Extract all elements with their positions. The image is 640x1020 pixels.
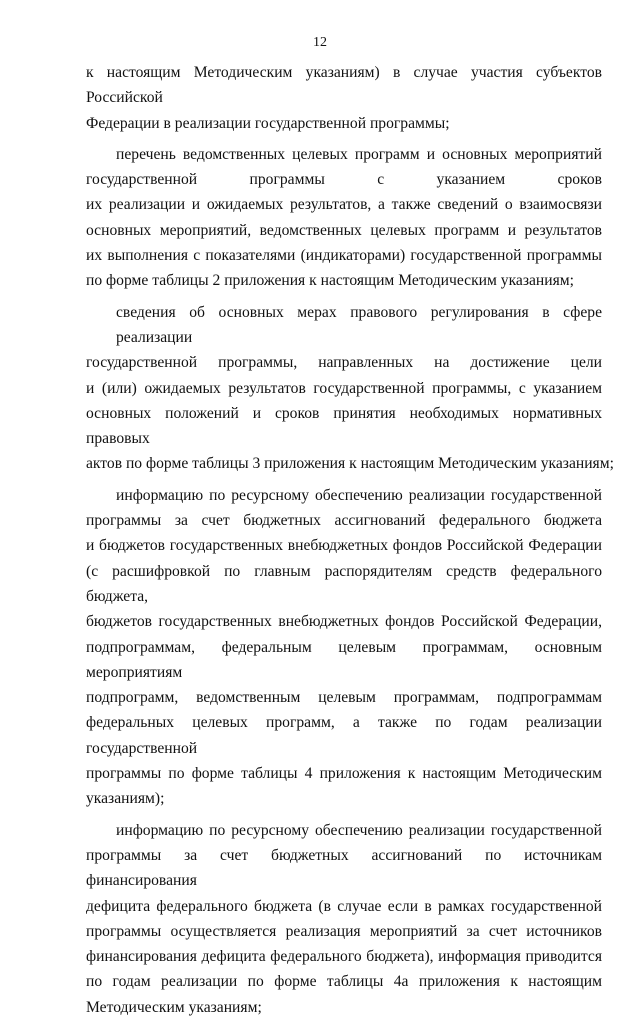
text-line: основных мероприятий, ведомственных целевых программ и результатов	[86, 221, 602, 239]
paragraph-regional-participation	[86, 60, 602, 136]
text-line: программы осуществляется реализация мероприятий за счет источников	[86, 922, 602, 940]
text-line: программы по форме таблицы 4 приложения к настоящим Методическим	[86, 765, 602, 783]
text-line: государственной программы, направленных на достижение цели	[86, 354, 602, 372]
text-line: Федерации в реализации государственной программы;	[86, 114, 450, 132]
text-line: программы за счет бюджетных ассигнований по источникам финансирования	[86, 846, 602, 890]
text-line: подпрограммам, федеральным целевым программам, основным мероприятиям	[86, 638, 602, 681]
paragraph-legal-regulation	[86, 300, 614, 477]
text-line: информацию по ресурсному обеспечению реализации государственной	[116, 821, 602, 839]
text-line: перечень ведомственных целевых программ и основных мероприятий	[116, 145, 602, 163]
text-line: и бюджетов государственных внебюджетных фондов Российской Федерации	[86, 537, 602, 555]
text-line: государственной программы с указанием сроков	[86, 171, 602, 189]
text-line: их выполнения с показателями (индикаторами) государственной программы	[86, 247, 602, 265]
text-line: по годам реализации по форме таблицы 4а приложения к настоящим	[86, 973, 602, 991]
text-line: Методическим указаниям;	[86, 998, 262, 1016]
paragraph-departmental-programs	[86, 142, 602, 294]
text-line: основных положений и сроков принятия необходимых нормативных правовых	[86, 404, 602, 448]
text-line: информацию по ресурсному обеспечению реализации государственной	[116, 486, 602, 504]
text-line: сведения об основных мерах правового регулирования в сфере реализации	[116, 303, 602, 346]
text-line: указаниям);	[86, 790, 165, 808]
text-line: дефицита федерального бюджета (в случае если в рамках государственной	[86, 897, 602, 915]
text-line: по форме таблицы 2 приложения к настоящим Методическим указаниям;	[86, 272, 574, 290]
text-line: и (или) ожидаемых результатов государственной программы, с указанием	[86, 379, 602, 397]
text-line: финансирования дефицита федерального бюджета), информация приводится	[86, 948, 602, 966]
text-line: федеральных целевых программ, а также по годам реализации государственной	[86, 714, 602, 757]
page-number: 12	[313, 35, 327, 50]
text-line: подпрограмм, ведомственным целевым программам, подпрограммам	[86, 689, 602, 707]
text-line: к настоящим Методическим указаниям) в случае участия субъектов Российской	[86, 64, 602, 107]
text-line: их реализации и ожидаемых результатов, а также сведений о взаимосвязи	[86, 196, 602, 214]
text-line: актов по форме таблицы 3 приложения к настоящим Методическим указаниям;	[86, 455, 614, 473]
text-line: (с расшифровкой по главным распорядителям средств федерального бюджета,	[86, 562, 602, 605]
paragraph-resource-provision-deficit	[86, 818, 602, 1020]
document-body	[86, 60, 614, 1020]
text-line: бюджетов государственных внебюджетных фондов Российской Федерации,	[86, 613, 602, 631]
paragraph-resource-provision-federal	[86, 483, 602, 812]
text-line: программы за счет бюджетных ассигнований федерального бюджета	[86, 512, 602, 530]
